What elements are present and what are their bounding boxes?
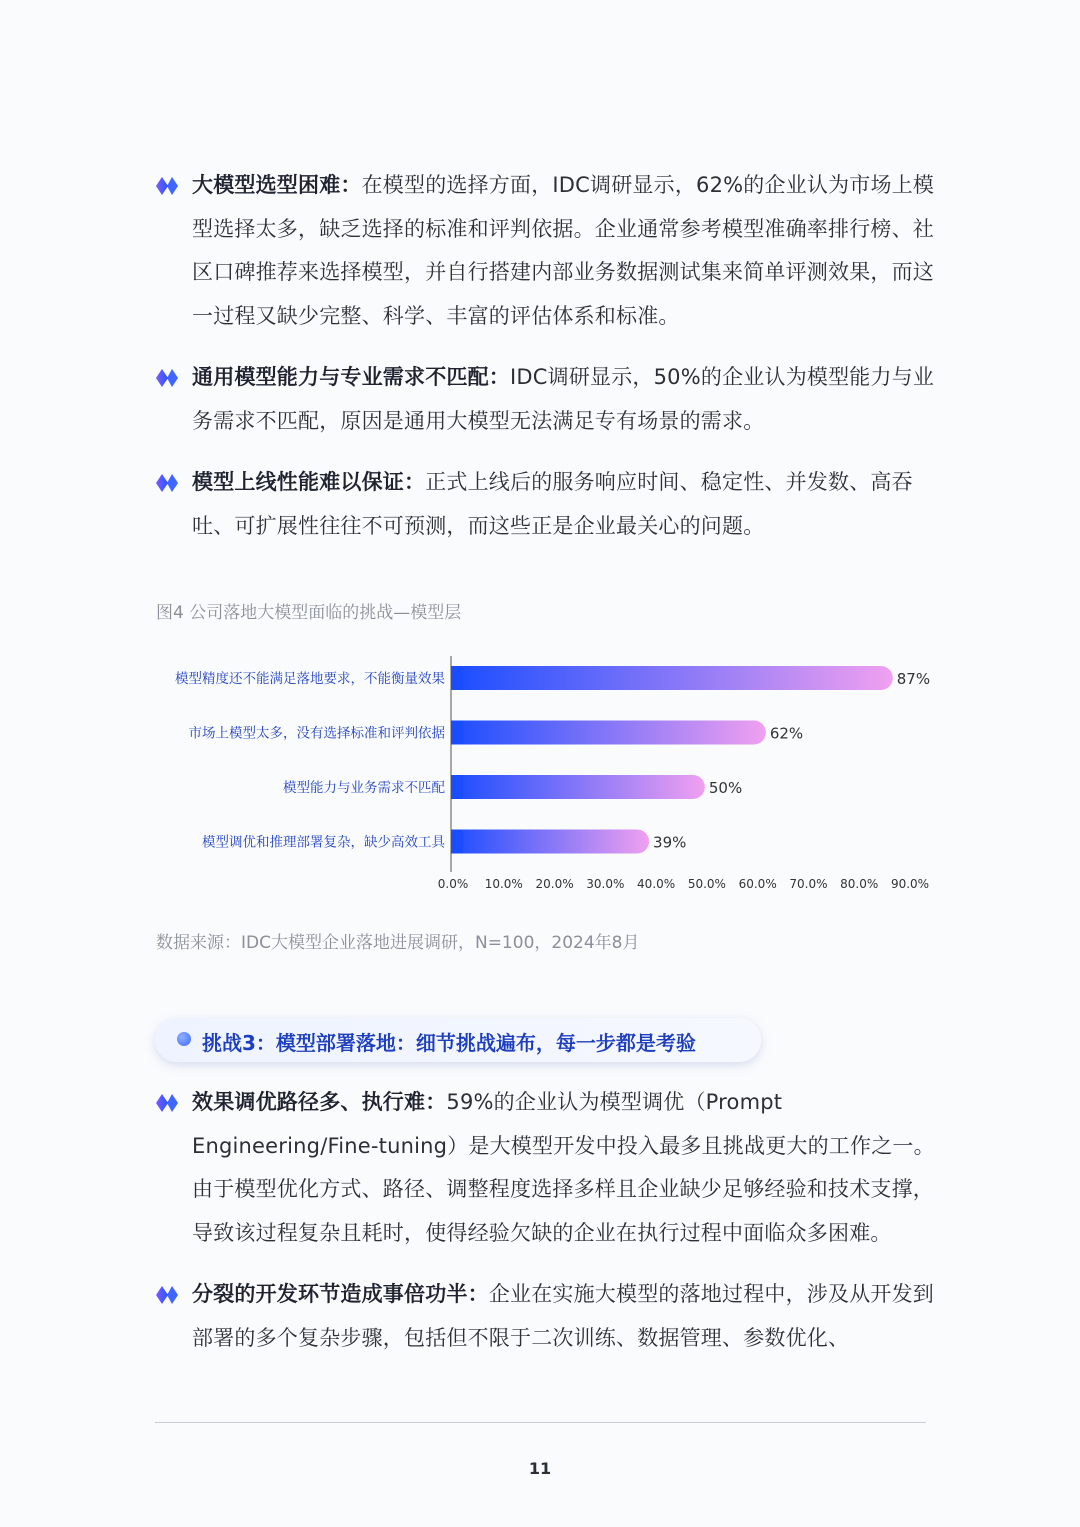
bullet-body: 59%的企业认为模型调优（Prompt Engineering/Fine-tuning）是大模型开发中投入最多且挑战更大的工作之一。由于模型优化方式、路径、调整程度选择多样且企业缺少足够经验和技术支撑，导致该过程复杂且耗时，使得经验欠缺的企业在执行过程中面临众多困难。: [192, 1090, 935, 1245]
bar-2: [451, 721, 766, 745]
double-diamond-icon: [155, 473, 181, 493]
bar-3-base: [451, 775, 463, 799]
double-diamond-icon: [155, 176, 181, 196]
x-tick-label: 60.0%: [738, 877, 777, 891]
bullet-body: 企业在实施大模型的落地过程中，涉及从开发到部署的多个复杂步骤，包括但不限于二次训练、数据管理、参数优化、: [192, 1282, 935, 1350]
value-label-3: 50%: [708, 779, 743, 797]
bullet-body: IDC调研显示，50%的企业认为模型能力与业务需求不匹配，原因是通用大模型无法满足专有场景的需求。: [192, 365, 935, 433]
x-tick-label: 20.0%: [535, 877, 574, 891]
bullet-online-performance: [155, 461, 935, 548]
category-label-4: 模型调优和推理部署复杂，缺少高效工具: [202, 834, 445, 851]
bar-1-base: [451, 666, 463, 690]
x-tick-label: 30.0%: [586, 877, 625, 891]
bullet-title: 通用模型能力与专业需求不匹配：: [192, 365, 510, 389]
category-label-3: 模型能力与业务需求不匹配: [283, 780, 445, 796]
value-label-4: 39%: [653, 833, 687, 852]
section-title: 挑战3：模型部署落地：细节挑战遍布，每一步都是考验: [202, 1031, 696, 1055]
figure-caption: 图4 公司落地大模型面临的挑战—模型层: [156, 603, 462, 623]
x-tick-label: 70.0%: [789, 877, 828, 891]
page-number: 11: [528, 1459, 552, 1478]
x-tick-label: 10.0%: [484, 877, 523, 891]
dot-icon: [177, 1032, 191, 1046]
x-tick-label: 50.0%: [687, 877, 726, 891]
double-diamond-icon: [155, 1285, 181, 1305]
bar-1: [451, 666, 893, 690]
bar-4-base: [451, 830, 463, 854]
double-diamond-icon: [155, 1093, 181, 1113]
bar-chart: [140, 650, 940, 900]
category-label-2: 市场上模型太多，没有选择标准和评判依据: [188, 725, 445, 742]
bullet-title: 模型上线性能难以保证：: [192, 470, 426, 494]
bullet-body: 正式上线后的服务响应时间、稳定性、并发数、高吞吐、可扩展性往往不可预测，而这些正是企业最关心的问题。: [192, 470, 913, 538]
bar-4: [451, 830, 649, 854]
data-source: 数据来源：IDC大模型企业落地进展调研，N=100，2024年8月: [156, 933, 640, 953]
double-diamond-icon: [155, 368, 181, 388]
value-label-2: 62%: [769, 724, 804, 743]
category-label-1: 模型精度还不能满足落地要求，不能衡量效果: [175, 671, 445, 687]
bullet-title: 分裂的开发环节造成事倍功半：: [192, 1282, 489, 1306]
value-label-1: 87%: [896, 670, 931, 688]
x-tick-label: 40.0%: [637, 877, 676, 891]
x-tick-label: 0.0%: [437, 877, 469, 891]
bullet-fragmented-dev: [155, 1273, 935, 1360]
bar-2-base: [451, 721, 463, 745]
bar-3: [451, 775, 705, 799]
bullet-body: 在模型的选择方面，IDC调研显示，62%的企业认为市场上模型选择太多，缺乏选择的标准和评判依据。企业通常参考模型准确率排行榜、社区口碑推荐来选择模型，并自行搭建内部业务数据测试集来简单评测效果，而这一过程又缺少完整、科学、丰富的评估体系和标准。: [192, 173, 935, 328]
x-tick-label: 90.0%: [890, 877, 930, 891]
bullet-tuning-paths: [155, 1081, 935, 1255]
footer-divider: [155, 1422, 926, 1423]
bullet-capability-mismatch: [155, 356, 935, 443]
section-title-pill: [155, 1018, 761, 1062]
bullet-model-selection: [155, 164, 935, 338]
x-tick-label: 80.0%: [840, 877, 879, 891]
bullet-title: 大模型选型困难：: [192, 173, 362, 197]
bullet-title: 效果调优路径多、执行难：: [192, 1090, 447, 1114]
